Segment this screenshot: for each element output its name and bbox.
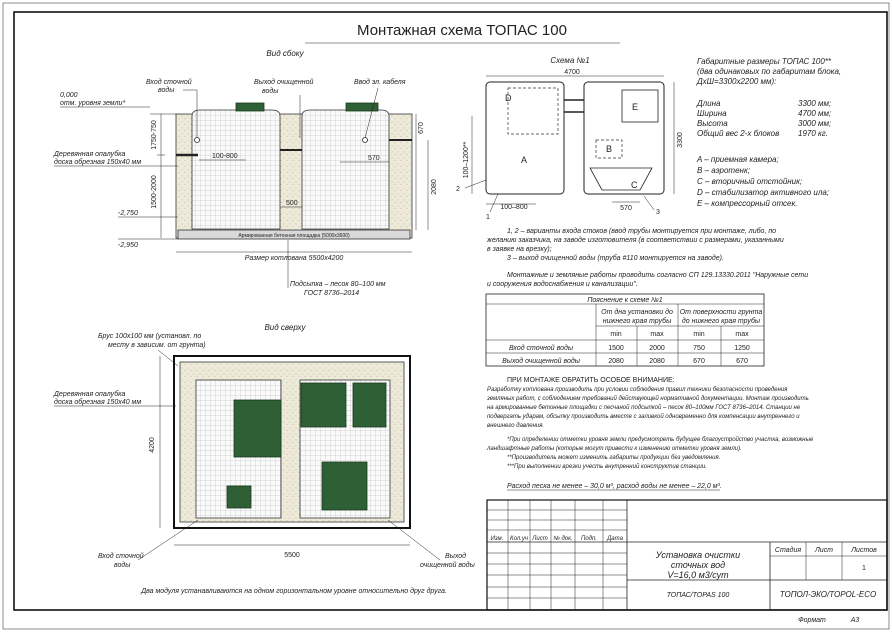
slab-label: Армированная бетонная площадка (5000х3600) bbox=[238, 233, 350, 239]
dim-100-1200: 100–1200** bbox=[463, 141, 470, 179]
mark-2: 2 bbox=[456, 186, 460, 193]
stamp-col-5: Дата bbox=[607, 536, 623, 542]
page-border bbox=[3, 3, 889, 629]
label-e: E bbox=[632, 102, 639, 112]
stamp-sheets-value: 1 bbox=[862, 565, 866, 572]
table-sub-0: min bbox=[610, 331, 622, 338]
table-head-a-1: От дна установки до bbox=[601, 309, 673, 316]
stamp-company: ТОПОЛ-ЭКО/TOPOL-ECO bbox=[779, 590, 877, 599]
inlet-label-1: Вход сточной bbox=[146, 79, 192, 86]
module-right bbox=[302, 110, 389, 229]
label-a: A bbox=[521, 155, 528, 165]
top-lid-a bbox=[301, 383, 346, 427]
dim-2080: 2080 bbox=[431, 179, 438, 195]
work-note-1: Монтажные и земляные работы проводить согласно СП 129.13330.2011 "Наружные сети bbox=[507, 272, 809, 279]
stamp-model: ТОПАС/TOPAS 100 bbox=[666, 592, 730, 599]
stamp-stage: Стадия bbox=[774, 547, 802, 554]
legend-d: D – стабилизатор активного ила; bbox=[697, 188, 829, 197]
dim-5500: 5500 bbox=[284, 552, 300, 559]
spec-k-3: Общий вес 2-х блоков bbox=[697, 129, 780, 138]
note3: 3 – выход очищенной воды (труба #110 монтируется на заводе). bbox=[507, 255, 724, 262]
note1-line1: 1, 2 – варианты входа стоков (ввод трубы монтируется при монтаже, либо, по bbox=[507, 228, 777, 235]
spec-v-3: 1970 кг. bbox=[798, 129, 828, 138]
dim-1750: 1750-750 bbox=[151, 120, 158, 150]
top-outlet-1: Выход bbox=[445, 553, 467, 560]
dim-100-800: 100-800 bbox=[212, 153, 238, 160]
spec-v-1: 4700 мм; bbox=[798, 109, 832, 118]
spec-k-2: Высота bbox=[697, 119, 728, 128]
note1-line3: в заявке на врезку); bbox=[487, 246, 552, 253]
stamp-name-3: V=16,0 м3/сут bbox=[667, 570, 729, 580]
pit-size-label: Размер котлована 5500х4200 bbox=[244, 255, 344, 262]
stamp-col-2: Лист bbox=[532, 536, 548, 542]
dim-4200: 4200 bbox=[149, 437, 156, 453]
table-row1-v2: 670 bbox=[693, 358, 705, 365]
block-right bbox=[584, 82, 664, 194]
spec-v-2: 3000 мм; bbox=[798, 119, 832, 128]
top-footnote: Два модуля устанавливаются на одном горизонтальном уровне относительно друг друга. bbox=[141, 588, 447, 595]
level-zero-value: 0,000 bbox=[60, 92, 78, 99]
formwork-label-2: доска обрезная 150х40 мм bbox=[54, 159, 142, 166]
stamp-col-3: № док. bbox=[553, 536, 573, 542]
attention-line-3: подвергать ударам, обсыпку производить вместе с заливкой одновременно для компенсации внутреннего и bbox=[487, 414, 800, 420]
dim-3300: 3300 bbox=[677, 132, 684, 148]
table-row1-name: Выход очищенной воды bbox=[502, 358, 580, 365]
table-row0-v1: 2000 bbox=[649, 345, 665, 352]
foot-0: *При определении отметки уровня земли предусмотреть будущее благоустройство участка, возможные bbox=[507, 437, 814, 443]
specs-header-2: (два одинаковых по габаритам блока, bbox=[697, 67, 842, 76]
spec-k-1: Ширина bbox=[697, 109, 727, 118]
table-row0-v0: 1500 bbox=[608, 345, 624, 352]
attention-line-2: на армированные бетонные площадки с песчаной подсыпкой – песок 80–100мм ГОСТ 8736–2014. Станции не bbox=[487, 405, 801, 411]
foot-2: **Производитель может изменить габариты продукции без уведомления. bbox=[507, 455, 721, 461]
stamp-col-0: Изм. bbox=[490, 536, 504, 542]
left-lid bbox=[236, 103, 264, 111]
foot-1: ландшафтные работы (которые могут привести к изменению отметки уровня земли). bbox=[487, 446, 742, 452]
top-lid-c bbox=[322, 462, 367, 510]
stamp-col-4: Подп. bbox=[581, 536, 597, 542]
level-zero-label: отм. уровня земли* bbox=[60, 100, 126, 107]
beam-label-1: Брус 100х100 мм (установл. по bbox=[98, 333, 202, 340]
table-row0-name: Вход сточной воды bbox=[508, 345, 574, 352]
level-2750: -2,750 bbox=[118, 210, 138, 217]
table-row1-v3: 670 bbox=[736, 358, 748, 365]
dim-4700: 4700 bbox=[564, 69, 580, 76]
consumption: Расход песка не менее – 30,0 м³, расход воды не менее – 22,0 м³. bbox=[507, 483, 722, 490]
mark-1: 1 bbox=[486, 214, 490, 221]
top-formwork-label-1: Деревянная опалубка bbox=[54, 391, 126, 398]
scheme-title: Схема №1 bbox=[550, 56, 590, 65]
sheet-title: Монтажная схема ТОПАС 100 bbox=[357, 22, 567, 39]
mark-3: 3 bbox=[656, 209, 660, 216]
stamp-name-2: сточных вод bbox=[670, 560, 726, 570]
outlet-label-1: Выход очищенной bbox=[254, 79, 314, 86]
inlet-label-2: воды bbox=[158, 87, 175, 94]
side-view-title: Вид сбоку bbox=[266, 49, 304, 58]
sand-label-1: Подсыпка – песок 80–100 мм bbox=[290, 281, 386, 288]
table-row1-v1: 2080 bbox=[649, 358, 665, 365]
attention-line-1: земляных работ, с соблюдением требований действующей нормативной документации. Монтаж производить bbox=[487, 396, 809, 402]
spec-k-0: Длина bbox=[697, 99, 721, 108]
table-row0-v2: 750 bbox=[693, 345, 705, 352]
dim-670: 670 bbox=[418, 122, 425, 134]
top-lid-b bbox=[353, 383, 386, 427]
cable-label: Ввод эл. кабеля bbox=[354, 79, 406, 86]
table-sub-1: max bbox=[650, 331, 664, 338]
beam-label-2: месту в зависим. от грунта) bbox=[108, 342, 206, 349]
format-value: А3 bbox=[850, 617, 860, 624]
dim-500: 500 bbox=[286, 200, 298, 207]
table-head-a-2: нижнего края трубы bbox=[602, 318, 672, 325]
note1-line2: желанию заказчика, на заводе изготовителя (в соответствии с размерами, указанными bbox=[487, 237, 784, 244]
dim-1500: 1500-2000 bbox=[151, 175, 158, 209]
attention-line-0: Разработку котлована производить при условии соблюдения правил техники безопасности проведения bbox=[487, 387, 788, 393]
label-b: B bbox=[606, 144, 613, 154]
table-head-b-1: От поверхности грунта bbox=[679, 309, 763, 316]
sand-label-2: ГОСТ 8736–2014 bbox=[304, 290, 360, 297]
top-inlet-2: воды bbox=[114, 562, 131, 569]
label-c: C bbox=[631, 180, 638, 190]
attention-title: ПРИ МОНТАЖЕ ОБРАТИТЬ ОСОБОЕ ВНИМАНИЕ: bbox=[507, 377, 675, 384]
block-left bbox=[486, 82, 564, 194]
specs-header-3: ДхШ=3300х2200 мм): bbox=[697, 77, 777, 86]
legend-a: A – приемная камера; bbox=[697, 155, 779, 164]
spec-v-0: 3300 мм; bbox=[798, 99, 832, 108]
stamp-name-1: Установка очистки bbox=[655, 550, 741, 560]
top-inlet-1: Вход сточной bbox=[98, 553, 144, 560]
foot-3: ***При выполнении врезки учесть внутренний конструктив станции. bbox=[507, 464, 707, 470]
scheme-dim-570: 570 bbox=[620, 205, 632, 212]
table-title: Пояснение к схеме №1 bbox=[587, 297, 663, 304]
top-outlet-2: очищенной воды bbox=[420, 562, 475, 569]
work-note-2: и сооружения водоснабжения и канализации". bbox=[487, 281, 638, 288]
attention-line-4: внешнего давления. bbox=[487, 423, 545, 429]
legend-c: C – вторичный отстойник; bbox=[697, 177, 803, 186]
format-label: Формат bbox=[798, 617, 826, 624]
inlet-node bbox=[195, 138, 200, 143]
scheme-dim-100-800: 100–800 bbox=[500, 204, 528, 211]
top-formwork-label-2: доска обрезная 150х40 мм bbox=[54, 399, 142, 406]
label-d: D bbox=[505, 93, 512, 103]
cable-node bbox=[363, 138, 368, 143]
top-lid-small bbox=[227, 486, 251, 508]
table-sub-3: max bbox=[735, 331, 749, 338]
outlet-label-2: воды bbox=[262, 88, 279, 95]
module-left bbox=[192, 110, 280, 229]
stamp-col-1: Кол.уч bbox=[510, 536, 528, 542]
table-sub-2: min bbox=[693, 331, 705, 338]
top-lid-left bbox=[234, 400, 281, 457]
stamp-sheets: Листов bbox=[851, 547, 877, 554]
level-2950: -2,950 bbox=[118, 242, 138, 249]
legend-e: E – компрессорный отсек. bbox=[697, 199, 798, 208]
formwork-label-1: Деревянная опалубка bbox=[54, 151, 126, 158]
legend-b: B – аэротенк; bbox=[697, 166, 750, 175]
dim-570: 570 bbox=[368, 155, 380, 162]
top-view-title: Вид сверху bbox=[264, 323, 306, 332]
table-row0-v3: 1250 bbox=[734, 345, 750, 352]
table-head-b-2: до нижнего края трубы bbox=[681, 318, 761, 325]
stamp-sheet: Лист bbox=[814, 547, 834, 554]
table-row1-v0: 2080 bbox=[608, 358, 624, 365]
specs-header-1: Габаритные размеры ТОПАС 100** bbox=[697, 57, 832, 66]
